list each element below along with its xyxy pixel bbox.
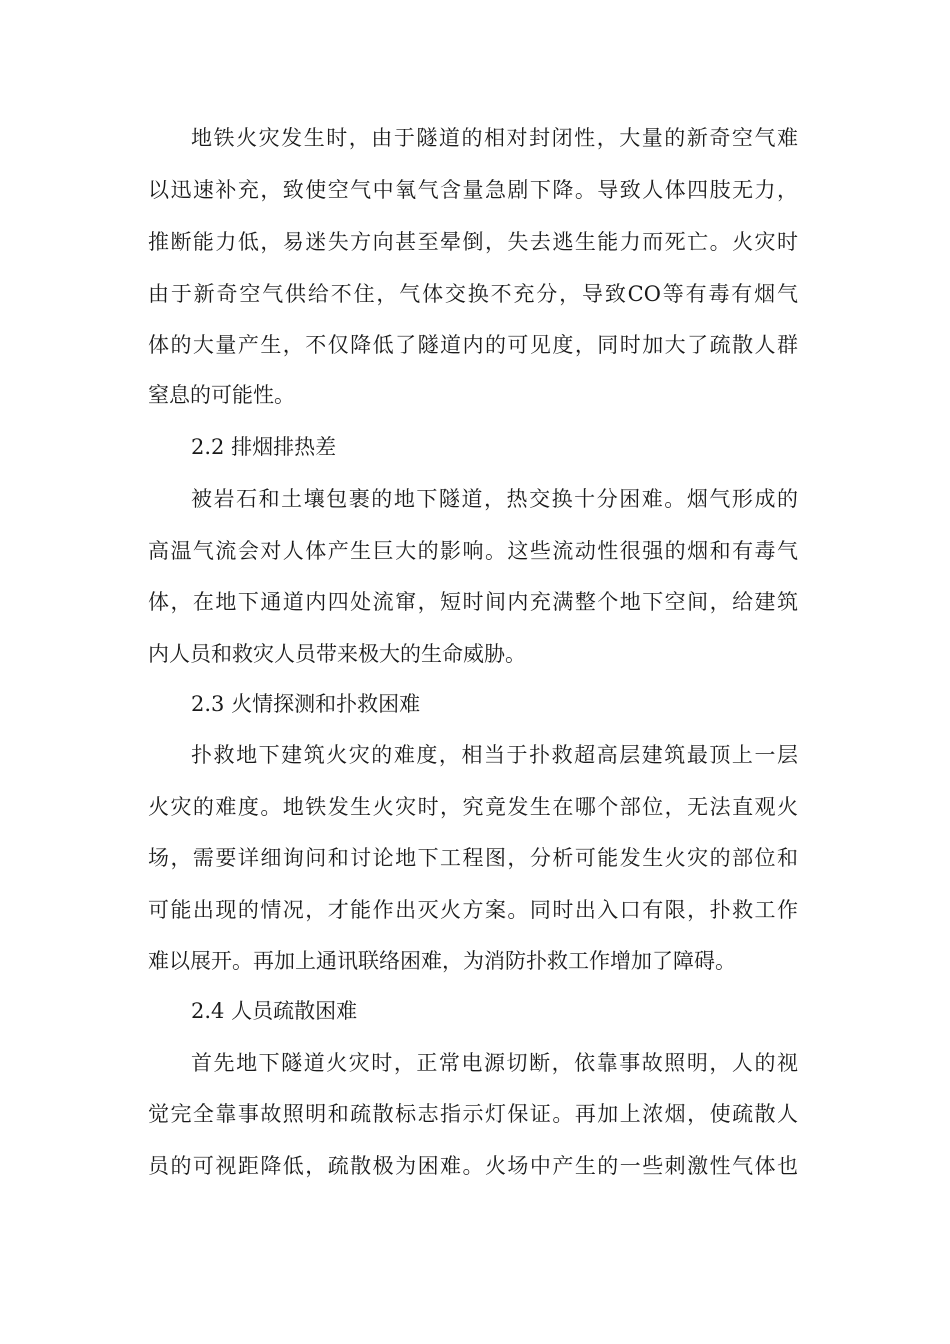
paragraph-4-line-2: 觉完全靠事故照明和疏散标志指示灯保证。再加上浓烟，使疏散人 [148,1102,798,1126]
paragraph-1-line-4: 由于新奇空气供给不住，气体交换不充分，导致CO等有毒有烟气 [148,282,798,306]
paragraph-3-line-5: 难以展开。再加上通讯联络困难，为消防扑救工作增加了障碍。 [148,949,736,973]
paragraph-1-line-1: 地铁火灾发生时，由于隧道的相对封闭性，大量的新奇空气难 [191,126,798,150]
paragraph-4-line-3: 员的可视距降低，疏散极为困难。火场中产生的一些刺激性气体也 [148,1154,798,1178]
paragraph-1-line-2: 以迅速补充，致使空气中氧气含量急剧下降。导致人体四肢无力， [148,178,798,202]
section-heading-2-2: 2.2 排烟排热差 [191,435,337,459]
paragraph-3-line-2: 火灾的难度。地铁发生火灾时，究竟发生在哪个部位，无法直观火 [148,795,798,819]
section-heading-2-3: 2.3 火情探测和扑救困难 [191,692,421,716]
paragraph-3-line-1: 扑救地下建筑火灾的难度，相当于扑救超高层建筑最顶上一层 [191,743,798,767]
paragraph-2-line-3: 体，在地下通道内四处流窜，短时间内充满整个地下空间，给建筑 [148,590,798,614]
paragraph-3-line-4: 可能出现的情况，才能作出灭火方案。同时出入口有限，扑救工作 [148,898,798,922]
section-heading-2-4: 2.4 人员疏散困难 [191,999,358,1023]
paragraph-1-line-5: 体的大量产生，不仅降低了隧道内的可见度，同时加大了疏散人群 [148,333,798,357]
paragraph-1-line-6: 窒息的可能性。 [148,383,295,407]
paragraph-2-line-1: 被岩石和土壤包裹的地下隧道，热交换十分困难。烟气形成的 [191,487,798,511]
paragraph-4-line-1: 首先地下隧道火灾时，正常电源切断，依靠事故照明，人的视 [191,1051,798,1075]
paragraph-1-line-3: 推断能力低，易迷失方向甚至晕倒，失去逃生能力而死亡。火灾时 [148,230,798,254]
paragraph-2-line-4: 内人员和救灾人员带来极大的生命威胁。 [148,642,526,666]
paragraph-3-line-3: 场，需要详细询问和讨论地下工程图，分析可能发生火灾的部位和 [148,846,798,870]
paragraph-2-line-2: 高温气流会对人体产生巨大的影响。这些流动性很强的烟和有毒气 [148,539,798,563]
